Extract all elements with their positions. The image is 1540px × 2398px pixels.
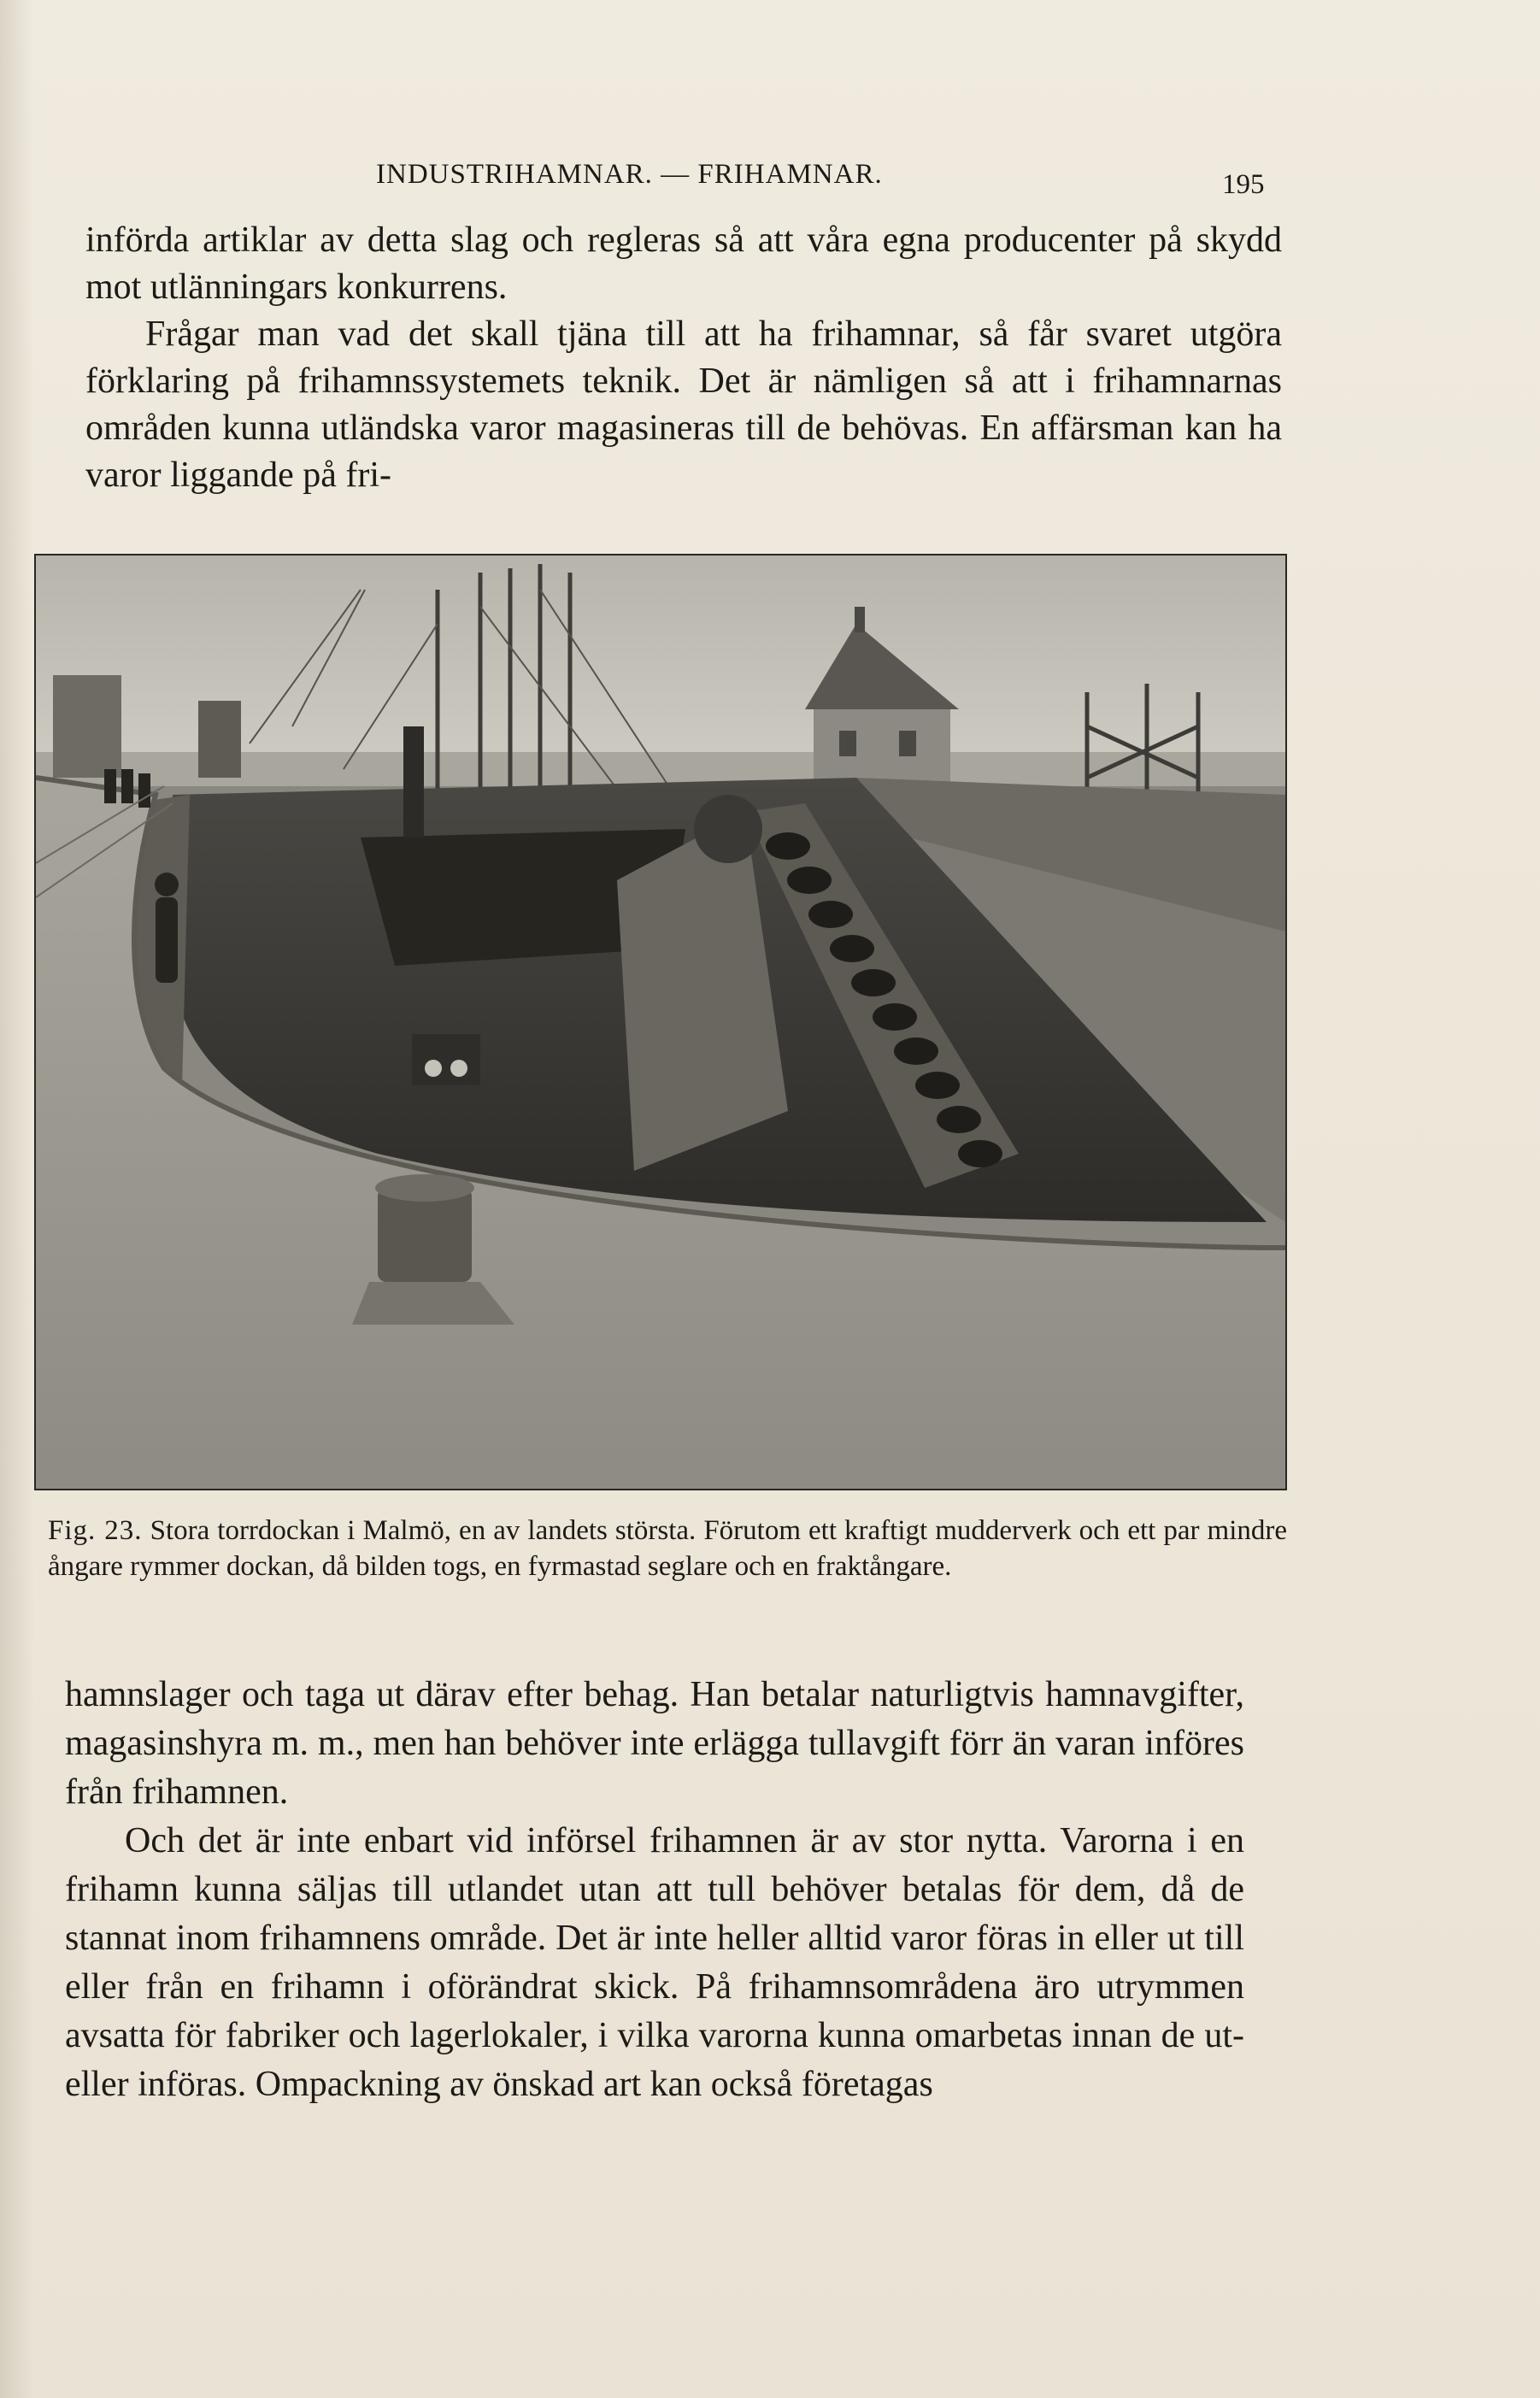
figure-caption (48, 1513, 1287, 1584)
photo-illustration (36, 555, 1285, 1489)
page-edge-shadow (0, 0, 34, 2398)
caption-label: Fig. 23. (48, 1515, 143, 1546)
page-number: 195 (1222, 169, 1265, 200)
dry-dock-photo (34, 554, 1287, 1490)
top-text-block (85, 217, 1282, 499)
bottom-paragraph-1: hamnslager och taga ut därav efter behag. Han betalar naturligtvis hamnavgifter, magasinshyra m. m., men han behöver inte erlägga tullavgift förr än varan införes från frihamnen. (65, 1675, 1244, 1812)
caption-text: Stora torrdockan i Malmö, en av landets största. Förutom ett kraftigt mudderverk och ett par mindre ångare rymmer dockan, då bilden togs, en fyrmastad seglare och en fraktångare. (48, 1515, 1288, 1582)
bottom-text-block (65, 1671, 1244, 2109)
running-title: INDUSTRIHAMNAR. — FRIHAMNAR. (376, 159, 883, 190)
bottom-paragraph-2: Och det är inte enbart vid införsel frihamnen är av stor nytta. Varorna i en frihamn kunna säljas till utlandet utan att tull behöver betalas för dem, då de stannat inom frihamnens område. Det är inte heller alltid varor föras in eller ut till eller från en frihamn i oförändrat skick. På frihamnsområdena äro utrymmen avsatta för fabriker och lagerlokaler, i vilka varorna kunna omarbetas innan de ut- eller införas. Ompackning av önskad art kan också företagas (65, 1821, 1244, 2104)
top-paragraph-2: Frågar man vad det skall tjäna till att ha frihamnar, så får svaret utgöra förklaring på frihamnssystemets teknik. Det är nämligen så att i frihamnarnas områden kunna utländska varor magasineras till de behövas. En affärsman kan ha varor liggande på fri- (85, 314, 1282, 495)
top-paragraph-1: införda artiklar av detta slag och regleras så att våra egna producenter på skydd mot utlänningars konkurrens. (85, 220, 1282, 307)
